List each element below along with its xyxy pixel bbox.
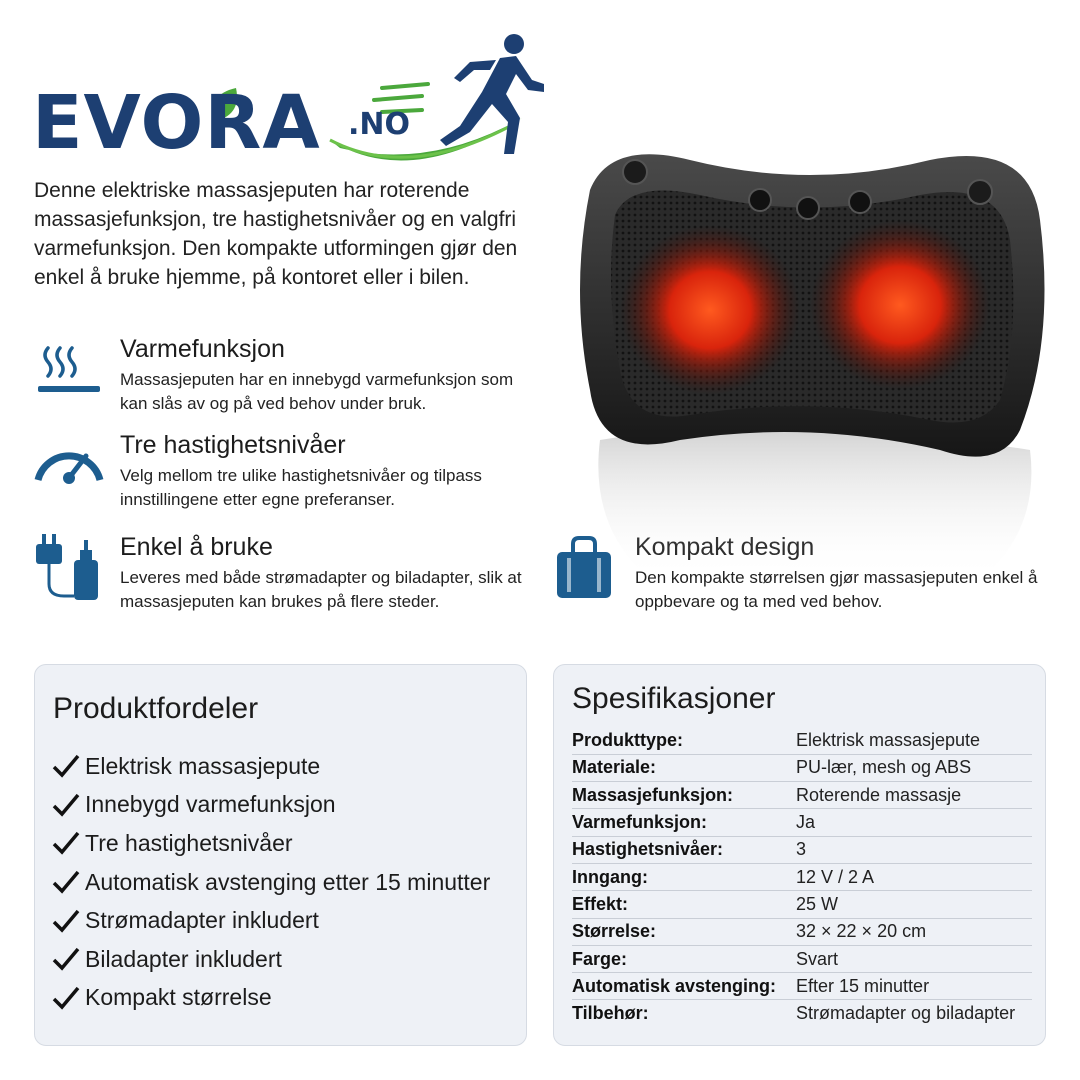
spec-value: Ja (796, 809, 1032, 836)
benefits-title: Produktfordeler (53, 692, 259, 725)
list-item (51, 824, 490, 863)
feature-desc: Den kompakte størrelsen gjør massasjeputen enkel å oppbevare og ta med ved behov. (635, 568, 1038, 611)
table-row (572, 727, 1032, 754)
benefits-list (51, 747, 490, 1017)
table-row (572, 891, 1032, 918)
specs-table (572, 727, 1032, 1027)
feature-title: Varmefunksjon (120, 335, 285, 363)
table-row (572, 782, 1032, 809)
benefit-label: Kompakt størrelse (85, 984, 272, 1011)
brand-logo (30, 30, 550, 180)
checkmark-icon (51, 946, 81, 972)
speedometer-icon (34, 430, 104, 500)
benefits-panel (34, 664, 527, 1046)
spec-value: 3 (796, 836, 1032, 863)
feature-desc: Velg mellom tre ulike hastighetsnivåer og tilpass innstillingene etter egne preferanser. (120, 466, 482, 509)
list-item (51, 863, 490, 902)
spec-key: Automatisk avstenging: (572, 973, 796, 1000)
spec-key: Inngang: (572, 863, 796, 890)
spec-key: Hastighetsnivåer: (572, 836, 796, 863)
heat-icon (34, 334, 104, 404)
feature-title: Enkel å bruke (120, 533, 273, 561)
feature-desc: Massasjeputen har en innebygd varmefunksjon som kan slås av og på ved behov under bruk. (120, 370, 514, 413)
spec-key: Materiale: (572, 754, 796, 781)
table-row (572, 754, 1032, 781)
list-item (51, 901, 490, 940)
checkmark-icon (51, 908, 81, 934)
massage-pillow-image (560, 140, 1060, 600)
brand-name: EVORA (32, 80, 321, 166)
benefit-label: Innebygd varmefunksjon (85, 791, 336, 818)
brand-suffix: .NO (348, 107, 411, 142)
table-row (572, 809, 1032, 836)
table-row (572, 1000, 1032, 1027)
spec-key: Varmefunksjon: (572, 809, 796, 836)
checkmark-icon (51, 985, 81, 1011)
spec-key: Massasjefunksjon: (572, 782, 796, 809)
benefit-label: Tre hastighetsnivåer (85, 829, 293, 856)
benefit-label: Elektrisk massasjepute (85, 752, 321, 779)
list-item (51, 940, 490, 979)
spec-key: Effekt: (572, 891, 796, 918)
intro-text: Denne elektriske massasjeputen har roterende massasjefunksjon, tre hastighetsnivåer og en valgfri varmefunksjon. Den kompakte utformingen gjør den enkel å bruke hjemme, på kontoret eller i bilen. (34, 179, 518, 289)
spec-value: Efter 15 minutter (796, 973, 1032, 1000)
table-row (572, 918, 1032, 945)
checkmark-icon (51, 792, 81, 818)
spec-value: Roterende massasje (796, 782, 1032, 809)
benefit-label: Strømadapter inkludert (85, 907, 319, 934)
checkmark-icon (51, 869, 81, 895)
spec-key: Størrelse: (572, 918, 796, 945)
spec-value: Svart (796, 945, 1032, 972)
spec-value: PU-lær, mesh og ABS (796, 754, 1032, 781)
specs-panel (553, 664, 1046, 1046)
spec-value: 12 V / 2 A (796, 863, 1032, 890)
spec-key: Tilbehør: (572, 1003, 649, 1024)
table-row (572, 863, 1032, 890)
benefit-label: Biladapter inkludert (85, 945, 282, 972)
list-item (51, 979, 490, 1018)
spec-value: 32 × 22 × 20 cm (796, 918, 1032, 945)
feature-title: Tre hastighetsnivåer (120, 431, 346, 459)
adapter-icon (34, 532, 104, 602)
feature-desc: Leveres med både strømadapter og biladapter, slik at massasjeputen kan brukes på flere steder. (120, 568, 522, 611)
list-item (51, 747, 490, 786)
list-item (51, 786, 490, 825)
table-row (572, 973, 1032, 1000)
benefit-label: Automatisk avstenging etter 15 minutter (85, 868, 491, 895)
spec-value: 25 W (796, 891, 1032, 918)
spec-key: Produkttype: (572, 727, 796, 754)
spec-value: Strømadapter og biladapter (796, 1003, 1016, 1024)
checkmark-icon (51, 753, 81, 779)
table-row (572, 945, 1032, 972)
table-row (572, 836, 1032, 863)
checkmark-icon (51, 830, 81, 856)
spec-key: Farge: (572, 945, 796, 972)
spec-value: Elektrisk massasjepute (796, 727, 1032, 754)
specs-title: Spesifikasjoner (572, 682, 776, 715)
